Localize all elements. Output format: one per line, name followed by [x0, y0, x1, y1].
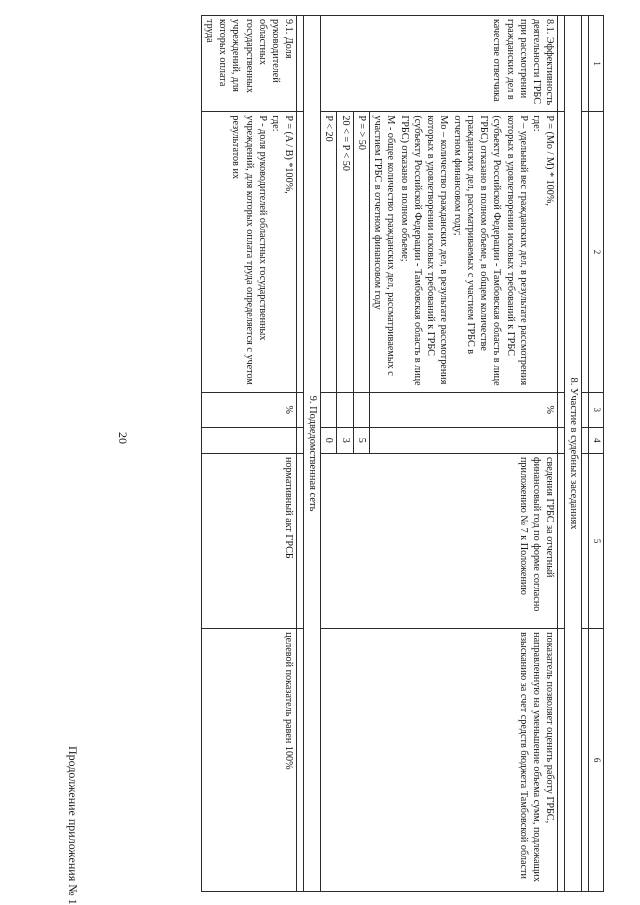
formula-line: P - доля руководителей областных государственных учреждений, для которых оплата труда определяется с учетом результатов их — [230, 115, 268, 385]
column-number: 4 — [589, 427, 604, 453]
spacer-row — [582, 16, 589, 892]
formula-line: где: — [531, 115, 543, 132]
page-number: 20 — [116, 432, 130, 444]
section-title: 9. Подведомственная сеть — [304, 16, 321, 892]
column-number: 2 — [589, 112, 604, 392]
formula-line: P – удельный вес гражданских дел, в результате рассмотрения которых в удовлетворении исковых требований к ГРБС (субъекту Российской Федерации - Тамбовская область в лице ГРБС) отказано в полном объеме, в общем количестве гражданских дел, рассматриваемых с участием ГРБС в отчетном финансовом году; — [451, 115, 529, 386]
indicator-unit: % — [201, 392, 297, 427]
spacer-row — [558, 16, 565, 892]
indicators-table — [201, 15, 604, 892]
score-condition: 20 < = P < 50 — [337, 112, 353, 392]
continuation-label: Продолжение приложения № 1 — [66, 746, 80, 905]
formula-line: M - общее количество гражданских дел, рассматриваемых с участием ГРБС в отчетном финансовом году — [372, 115, 397, 376]
formula-line: Mo – количество гражданских дел, в результате рассмотрения которых в удовлетворении исковых требований к ГРБС (субъекту Российской Федерации - Тамбовская область в лице ГРБС) отказано в полном объеме; — [398, 115, 450, 386]
score-condition: P < 20 — [321, 112, 337, 392]
score-points: 0 — [321, 427, 337, 453]
indicator-row — [369, 16, 558, 892]
indicator-source: нормативный акт ГРСБ — [201, 453, 297, 628]
indicator-name: 9.1. Доля руководителей областных государственных учреждений, для которых оплата труда — [201, 16, 297, 112]
column-number: 1 — [589, 16, 604, 112]
formula-line: P = (Mo / M) * 100%, — [544, 115, 556, 206]
indicator-name: 8.1. Эффективность деятельности ГРБС при рассмотрении гражданских дел в качестве ответчика — [321, 16, 558, 112]
indicator-source: сведения ГРБС за отчетный финансовый год по форме согласно приложению № 7 к Положению — [321, 453, 558, 628]
score-points: 5 — [353, 427, 369, 453]
indicator-comment: показатель позволяет оценить работу ГРБС, направленную на уменьшение объема сумм, подлежащих взысканию за счет средств бюджета Тамбовской области — [321, 629, 558, 892]
indicator-row — [201, 16, 297, 892]
indicator-points-empty — [201, 427, 297, 453]
score-unit-empty — [353, 392, 369, 427]
score-unit-empty — [337, 392, 353, 427]
indicator-formula — [369, 112, 558, 392]
formula-line: где: — [270, 115, 282, 132]
formula-line: P = (A / B) *100%, — [283, 115, 295, 194]
score-condition: P = > 50 — [353, 112, 369, 392]
score-unit-empty — [321, 392, 337, 427]
indicator-comment: целевой показатель равен 100% — [201, 629, 297, 892]
column-number: 3 — [589, 392, 604, 427]
column-number: 5 — [589, 453, 604, 628]
indicator-formula — [201, 112, 297, 392]
indicator-points-empty — [369, 427, 558, 453]
spacer-row — [297, 16, 304, 892]
section-heading-row — [565, 16, 582, 892]
column-number-row — [589, 16, 604, 892]
section-heading-row — [304, 16, 321, 892]
indicator-unit: % — [369, 392, 558, 427]
score-points: 3 — [337, 427, 353, 453]
column-number: 6 — [589, 629, 604, 892]
section-title: 8. Участие в судебных заседаниях — [565, 16, 582, 892]
